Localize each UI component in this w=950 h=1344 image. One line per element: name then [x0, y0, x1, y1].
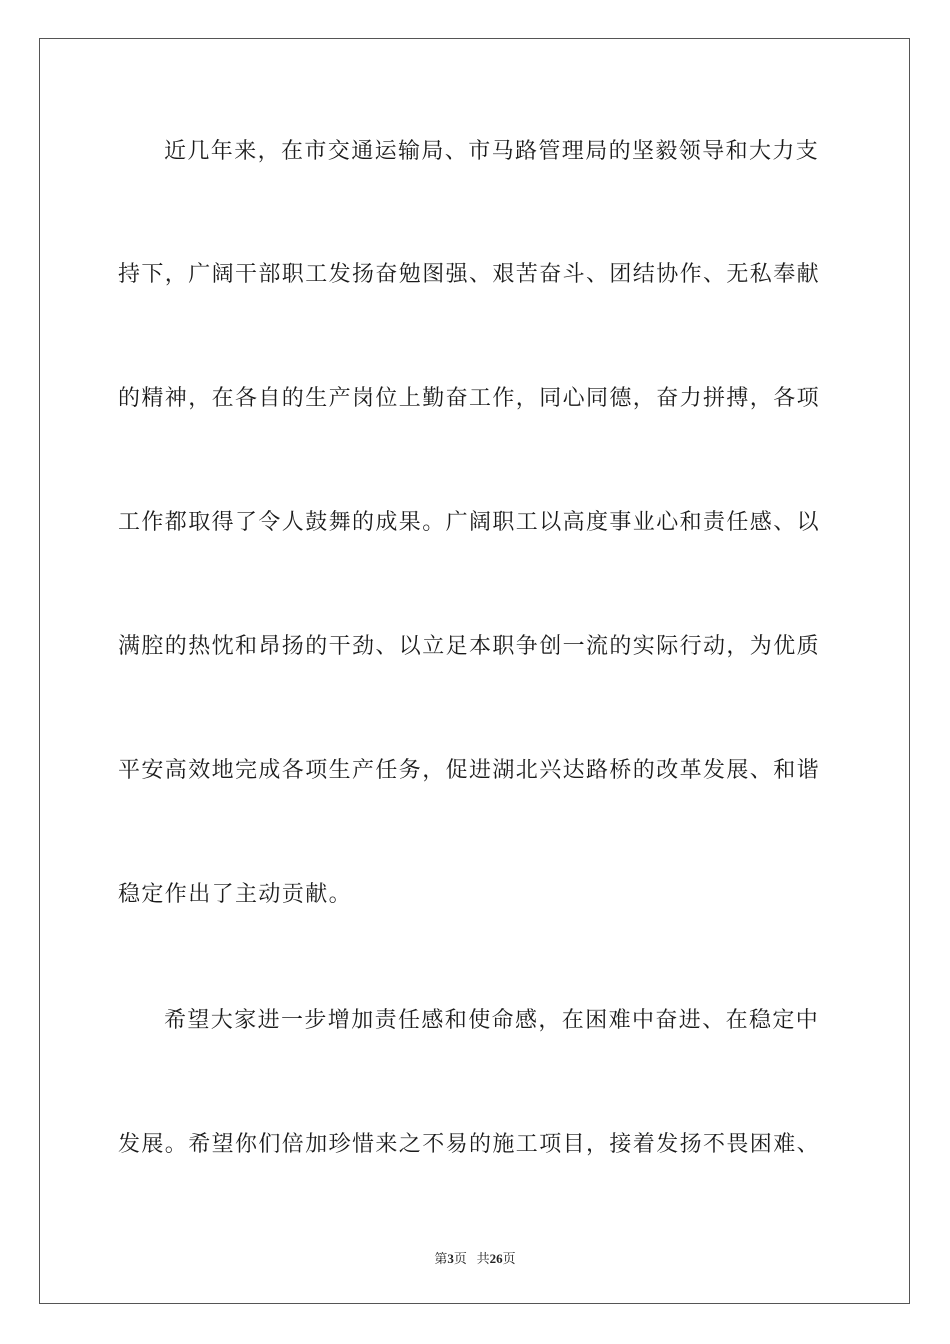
page-footer [0, 1248, 950, 1267]
page-prefix: 第 [434, 1251, 448, 1266]
page-border [39, 38, 910, 1304]
page-number: 3 [447, 1251, 454, 1266]
page-suffix: 页 [453, 1251, 467, 1266]
paragraph-2-line-1: 希望大家进一步增加责任感和使命感，在困难中奋进、在稳定中 [164, 1008, 820, 1033]
paragraph-1-line-5: 满腔的热忱和昂扬的干劲、以立足本职争创一流的实际行动，为优质 [118, 634, 821, 659]
paragraph-1-line-1: 近几年来，在市交通运输局、市马路管理局的坚毅领导和大力支 [164, 139, 820, 164]
paragraph-2-line-2: 发展。希望你们倍加珍惜来之不易的施工项目，接着发扬不畏困难、 [118, 1132, 821, 1157]
total-prefix: 共 [476, 1251, 490, 1266]
paragraph-1-line-4: 工作都取得了令人鼓舞的成果。广阔职工以高度事业心和责任感、以 [118, 510, 821, 535]
total-suffix: 页 [502, 1251, 516, 1266]
paragraph-1-line-3: 的精神，在各自的生产岗位上勤奋工作，同心同德，奋力拼搏，各项 [118, 386, 821, 411]
paragraph-1-line-7: 稳定作出了主动贡献。 [118, 882, 353, 907]
paragraph-1-line-2: 持下，广阔干部职工发扬奋勉图强、艰苦奋斗、团结协作、无私奉献 [118, 262, 821, 287]
total-pages: 26 [489, 1251, 503, 1266]
paragraph-1-line-6: 平安高效地完成各项生产任务，促进湖北兴达路桥的改革发展、和谐 [118, 758, 821, 783]
